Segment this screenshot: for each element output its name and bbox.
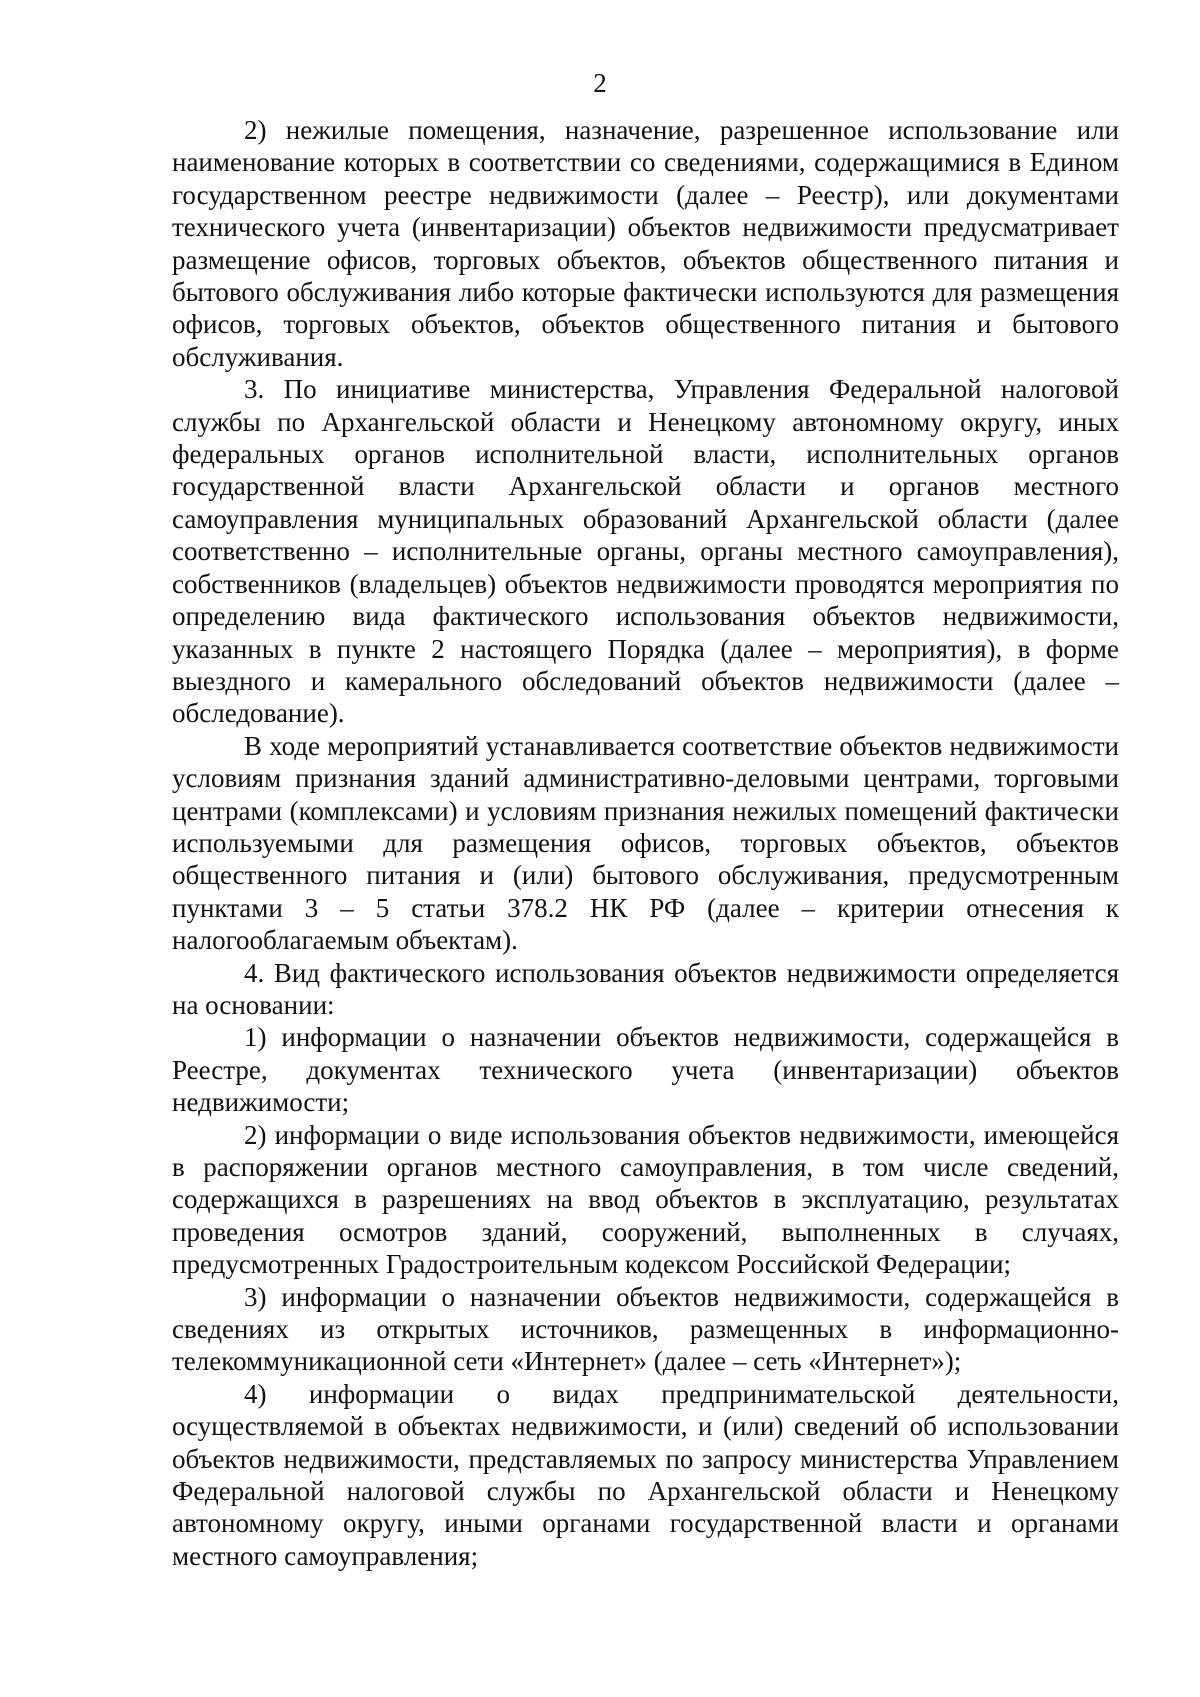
- paragraph-item-1-registry-info: 1) информации о назначении объектов недвижимости, содержащейся в Реестре, документах технического учета (инвентаризации) объектов недвижимости;: [172, 1022, 1119, 1118]
- paragraph-item-2-local-government-info: 2) информации о виде использования объектов недвижимости, имеющейся в распоряжении органов местного самоуправления, в том числе сведений, содержащихся в разрешениях на ввод объектов в эксплуатацию, результатах проведения осмотров зданий, сооружений, выполненных в случаях, предусмотренных Градостроительным кодексом Российской Федерации;: [172, 1119, 1119, 1280]
- paragraph-item-4-business-activity-info: 4) информации о видах предпринимательской деятельности, осуществляемой в объектах недвижимости, и (или) сведений об использовании объектов недвижимости, представляемых по запросу министерства Управлением Федеральной налоговой службы по Архангельской области и Ненецкому автономному округу, иными органами государственной власти и органами местного самоуправления;: [172, 1378, 1119, 1571]
- paragraph-section-4-basis: 4. Вид фактического использования объектов недвижимости определяется на основании:: [172, 957, 1119, 1020]
- paragraph-activities-compliance: В ходе мероприятий устанавливается соответствие объектов недвижимости условиям признания зданий административно-деловыми центрами, торговыми центрами (комплексами) и условиям признания нежилых помещений фактически используемыми для размещения офисов, торговых объектов, объектов общественного питания и (или) бытового обслуживания, предусмотренным пунктами 3 – 5 статьи 378.2 НК РФ (далее – критерии отнесения к налогооблагаемым объектам).: [172, 730, 1119, 956]
- paragraph-item-3-open-sources-info: 3) информации о назначении объектов недвижимости, содержащейся в сведениях из открытых источников, размещенных в информационно-телекоммуникационной сети «Интернет» (далее – сеть «Интернет»);: [172, 1281, 1119, 1377]
- paragraph-section-3-initiative: 3. По инициативе министерства, Управления Федеральной налоговой службы по Архангельской области и Ненецкому автономному округу, иных федеральных органов исполнительной власти, исполнительных органов государственной власти Архангельской области и органов местного самоуправления муниципальных образований Архангельской области (далее соответственно – исполнительные органы, органы местного самоуправления), собственников (владельцев) объектов недвижимости проводятся мероприятия по определению вида фактического использования объектов недвижимости, указанных в пункте 2 настоящего Порядка (далее – мероприятия), в форме выездного и камерального обследований объектов недвижимости (далее – обследование).: [172, 374, 1119, 729]
- page-number: 2: [593, 68, 607, 98]
- document-body: [172, 114, 1119, 1572]
- paragraph-item-2-nonresidential-premises: 2) нежилые помещения, назначение, разрешенное использование или наименование которых в соответствии со сведениями, содержащимися в Едином государственном реестре недвижимости (далее – Реестр), или документами технического учета (инвентаризации) объектов недвижимости предусматривает размещение офисов, торговых объектов, объектов общественного питания и бытового обслуживания либо которые фактически используются для размещения офисов, торговых объектов, объектов общественного питания и бытового обслуживания.: [172, 115, 1119, 372]
